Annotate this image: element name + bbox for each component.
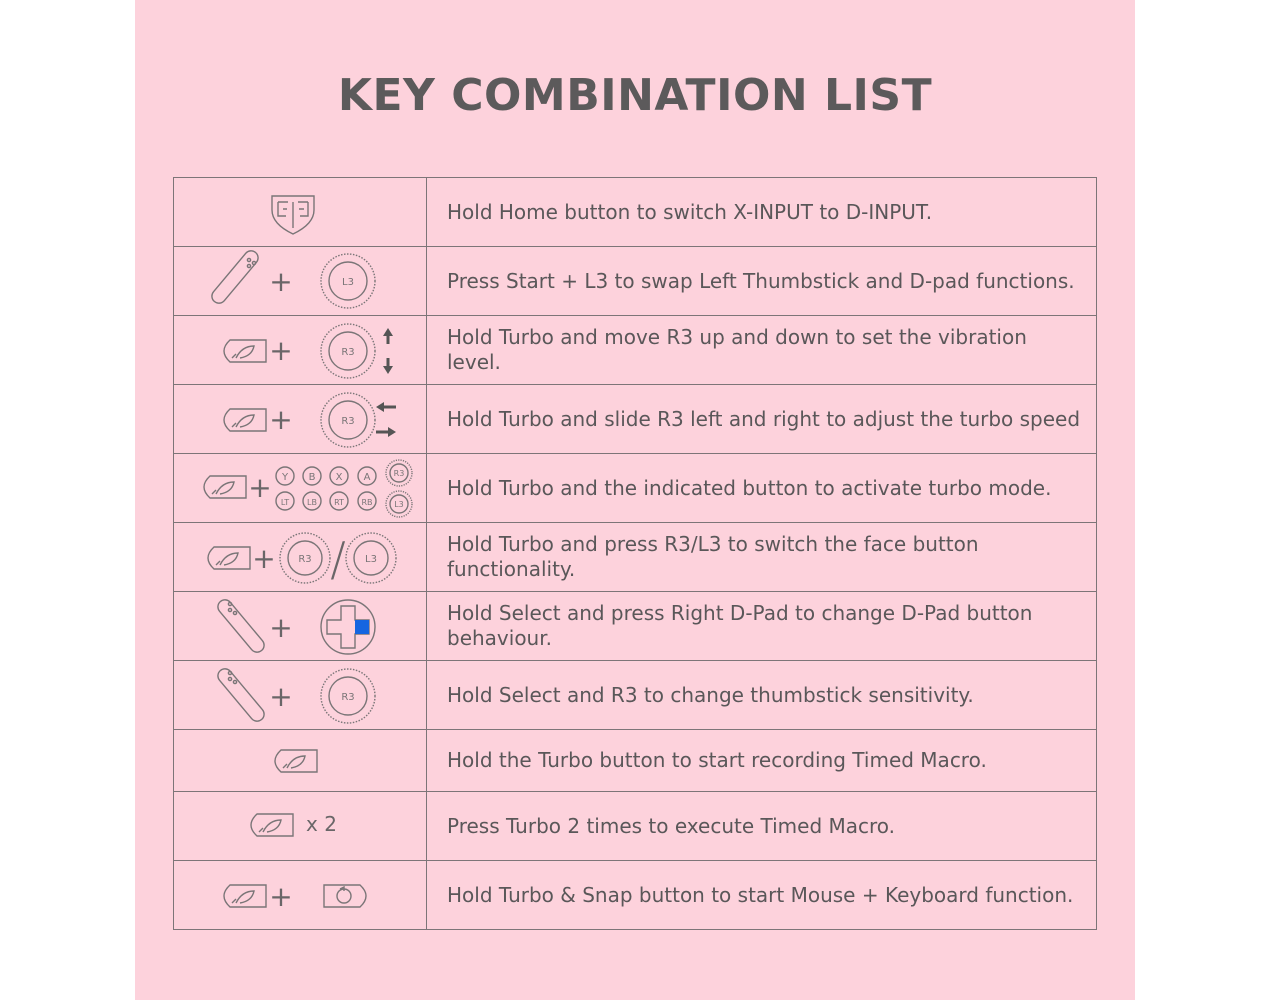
- l3-label: L3: [342, 277, 354, 288]
- lt-label: LT: [280, 498, 290, 507]
- table-row: [174, 730, 1097, 792]
- plus-sign: +: [269, 403, 293, 436]
- r3-label: R3: [393, 469, 405, 478]
- key-combination-table: [173, 177, 1097, 930]
- turbo-plus-r3-updown-icon: [174, 316, 426, 384]
- plus-sign: +: [269, 680, 293, 713]
- turbo-plus-r3-l3-icon: [174, 523, 426, 591]
- y-label: Y: [281, 472, 289, 483]
- description-cell: Hold Turbo & Snap button to start Mouse + Keyboard function.: [427, 861, 1097, 930]
- start-button-icon: [209, 248, 261, 306]
- r3-label: R3: [341, 416, 355, 427]
- b-label: B: [308, 472, 316, 483]
- dpad-right-highlight: [355, 620, 369, 634]
- table-row: [174, 661, 1097, 730]
- plus-sign: +: [269, 611, 293, 644]
- turbo-button-icon: [208, 547, 250, 569]
- description-cell: Hold Select and press Right D-Pad to change D-Pad button behaviour.: [427, 592, 1097, 661]
- turbo-button-icon: [224, 885, 266, 907]
- l3-label: L3: [394, 500, 404, 509]
- plus-sign: +: [269, 880, 293, 913]
- page-title: KEY COMBINATION LIST: [337, 70, 933, 121]
- turbo-icon: [174, 730, 426, 791]
- description-cell: Hold Turbo and press R3/L3 to switch the face button functionality.: [427, 523, 1097, 592]
- arrow-left-icon: [376, 402, 396, 412]
- plus-sign: +: [248, 471, 272, 504]
- l3-small-icon: [386, 491, 412, 517]
- arrow-down-icon: [383, 358, 393, 374]
- description-cell: Hold Turbo and move R3 up and down to set the vibration level.: [427, 316, 1097, 385]
- icon-cell: [174, 178, 427, 247]
- select-plus-r3-icon: [174, 661, 426, 729]
- turbo-button-icon: [204, 476, 246, 498]
- turbo-button-icon: [224, 340, 266, 362]
- icon-cell: [174, 316, 427, 385]
- select-plus-dpad-right-icon: [174, 592, 426, 660]
- description-cell: Hold Turbo and slide R3 left and right to adjust the turbo speed: [427, 385, 1097, 454]
- home-logo-icon: [174, 178, 426, 246]
- table-row: [174, 592, 1097, 661]
- description-cell: Hold Home button to switch X-INPUT to D-INPUT.: [427, 178, 1097, 247]
- times-two-label: x 2: [306, 812, 337, 836]
- r3-small-icon: [386, 460, 412, 486]
- icon-cell: [174, 592, 427, 661]
- r3-stick-icon: [280, 533, 330, 583]
- r3-label: R3: [341, 347, 355, 358]
- r3-stick-icon: [321, 324, 375, 378]
- plus-sign: +: [252, 542, 276, 575]
- slash-separator: /: [330, 532, 346, 586]
- icon-cell: [174, 792, 427, 861]
- description-cell: Hold Turbo and the indicated button to activate turbo mode.: [427, 454, 1097, 523]
- plus-sign: +: [269, 334, 293, 367]
- turbo-plus-snap-icon: [174, 861, 426, 929]
- table-row: [174, 454, 1097, 523]
- icon-cell: [174, 523, 427, 592]
- l3-stick-icon: [321, 254, 375, 308]
- arrow-right-icon: [376, 427, 396, 437]
- l3-label: L3: [365, 554, 377, 565]
- table-row: [174, 316, 1097, 385]
- key-combination-panel: [135, 0, 1135, 1000]
- icon-cell: [174, 454, 427, 523]
- turbo-plus-r3-leftright-icon: [174, 385, 426, 453]
- select-button-icon: [215, 597, 267, 655]
- rt-label: RT: [334, 498, 344, 507]
- icon-cell: [174, 861, 427, 930]
- turbo-plus-buttons-icon: [174, 454, 426, 522]
- description-cell: Press Turbo 2 times to execute Timed Macro.: [427, 792, 1097, 861]
- r3-stick-icon: [321, 393, 375, 447]
- turbo-x2-icon: [174, 792, 426, 860]
- table-row: [174, 792, 1097, 861]
- r3-label: R3: [341, 692, 355, 703]
- table-row: [174, 861, 1097, 930]
- plus-sign: +: [269, 265, 293, 298]
- start-plus-l3-icon: [174, 247, 426, 315]
- r3-stick-icon: [321, 669, 375, 723]
- table-row: [174, 247, 1097, 316]
- turbo-button-icon: [224, 409, 266, 431]
- icon-cell: [174, 661, 427, 730]
- description-cell: Hold Select and R3 to change thumbstick sensitivity.: [427, 661, 1097, 730]
- description-cell: Hold the Turbo button to start recording Timed Macro.: [427, 730, 1097, 792]
- table-row: [174, 178, 1097, 247]
- r3-label: R3: [298, 554, 312, 565]
- rb-label: RB: [361, 498, 373, 507]
- table-row: [174, 385, 1097, 454]
- a-label: A: [363, 472, 371, 483]
- arrow-up-icon: [383, 328, 393, 344]
- shoulder-buttons-icon: [276, 492, 376, 510]
- icon-cell: [174, 247, 427, 316]
- snap-button-icon: [324, 885, 366, 907]
- lb-label: LB: [307, 498, 317, 507]
- select-button-icon: [215, 666, 267, 724]
- l3-stick-icon: [346, 533, 396, 583]
- x-label: X: [335, 472, 343, 483]
- icon-cell: [174, 385, 427, 454]
- icon-cell: [174, 730, 427, 792]
- face-buttons-icon: [276, 467, 376, 485]
- dpad-icon: [321, 600, 375, 654]
- description-cell: Press Start + L3 to swap Left Thumbstick and D-pad functions.: [427, 247, 1097, 316]
- table-row: [174, 523, 1097, 592]
